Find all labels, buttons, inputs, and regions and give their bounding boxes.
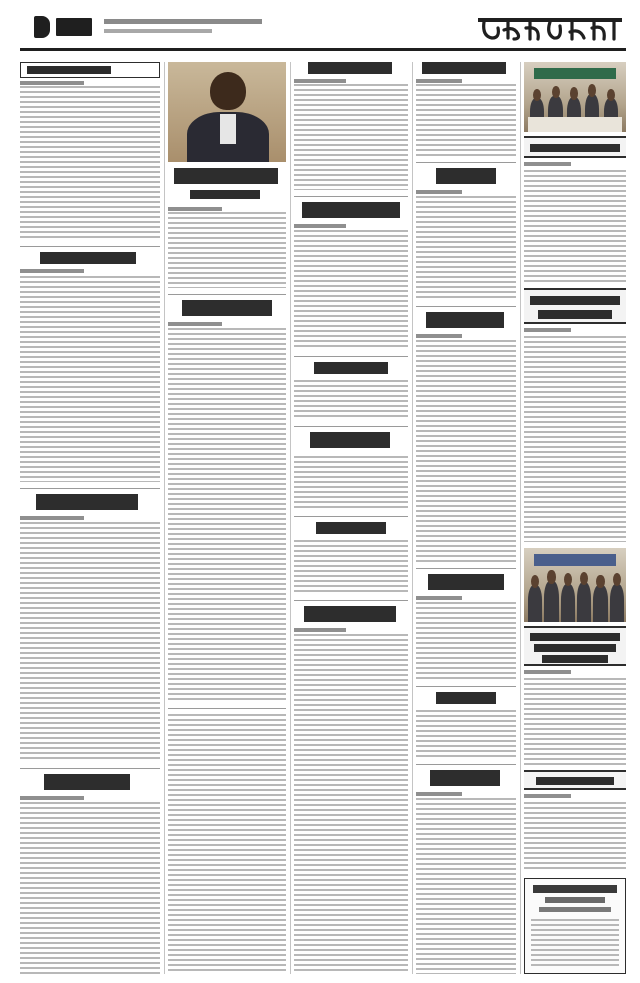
story-19 bbox=[416, 770, 516, 974]
story-6 bbox=[168, 300, 286, 702]
story-5 bbox=[168, 168, 286, 288]
story-body bbox=[294, 84, 408, 190]
story-headline bbox=[294, 62, 408, 76]
notice-body bbox=[531, 919, 619, 967]
story-byline bbox=[168, 322, 222, 326]
story-13 bbox=[294, 606, 408, 974]
story-body bbox=[416, 196, 516, 300]
story-divider bbox=[168, 708, 286, 709]
story-byline bbox=[416, 596, 462, 600]
story-byline bbox=[416, 79, 462, 83]
column-4 bbox=[416, 62, 516, 974]
dateline bbox=[104, 19, 262, 24]
story-divider bbox=[20, 768, 160, 769]
story-headline bbox=[294, 606, 408, 625]
headline-banner bbox=[524, 136, 626, 158]
story-divider bbox=[416, 568, 516, 569]
story-divider bbox=[416, 306, 516, 307]
column-rule bbox=[164, 62, 165, 974]
story-headline bbox=[168, 300, 286, 319]
story-byline bbox=[20, 516, 84, 520]
masthead-rule bbox=[20, 48, 626, 51]
story-body bbox=[524, 678, 626, 766]
column-rule bbox=[412, 62, 413, 974]
story-body bbox=[20, 276, 160, 482]
story-divider bbox=[416, 686, 516, 687]
story-3 bbox=[20, 494, 160, 762]
portrait-photo bbox=[168, 62, 286, 162]
story-2 bbox=[20, 252, 160, 482]
story-body bbox=[168, 328, 286, 702]
story-byline bbox=[20, 796, 84, 800]
headline-banner bbox=[524, 288, 626, 324]
story-body bbox=[294, 456, 408, 510]
story-divider bbox=[294, 600, 408, 601]
story-divider bbox=[20, 488, 160, 489]
story-byline bbox=[416, 334, 462, 338]
contact-line bbox=[104, 29, 212, 33]
story-body bbox=[524, 170, 626, 282]
story-divider bbox=[416, 162, 516, 163]
story-divider bbox=[294, 516, 408, 517]
story-headline bbox=[294, 362, 408, 376]
story-headline bbox=[416, 574, 516, 593]
story-headline bbox=[168, 168, 286, 187]
story-headline bbox=[416, 692, 516, 706]
board-meeting-photo bbox=[524, 62, 626, 132]
story-body bbox=[416, 798, 516, 974]
story-body bbox=[524, 336, 626, 542]
story-headline bbox=[294, 432, 408, 451]
story-divider bbox=[294, 196, 408, 197]
story-byline bbox=[294, 224, 346, 228]
column-rule bbox=[520, 62, 521, 974]
story-divider bbox=[294, 426, 408, 427]
story-23 bbox=[524, 794, 626, 872]
story-headline bbox=[416, 62, 516, 76]
story-11 bbox=[294, 432, 408, 510]
story-9 bbox=[294, 202, 408, 350]
story-byline bbox=[168, 207, 222, 211]
signing-ceremony-photo bbox=[524, 548, 626, 622]
story-12 bbox=[294, 522, 408, 594]
page-body bbox=[20, 62, 626, 974]
page-number-mark bbox=[34, 16, 50, 38]
story-8 bbox=[294, 62, 408, 190]
story-22 bbox=[524, 670, 626, 766]
story-4 bbox=[20, 774, 160, 974]
story-divider bbox=[416, 764, 516, 765]
story-body bbox=[416, 602, 516, 680]
story-headline bbox=[20, 494, 160, 513]
headline-banner bbox=[524, 626, 626, 666]
story-body bbox=[294, 230, 408, 350]
story-byline bbox=[294, 628, 346, 632]
story-15 bbox=[416, 168, 516, 300]
story-18 bbox=[416, 692, 516, 758]
story-21 bbox=[524, 328, 626, 542]
column-2 bbox=[168, 62, 286, 974]
story-body bbox=[416, 710, 516, 758]
story-headline bbox=[416, 168, 516, 187]
story-headline bbox=[20, 62, 160, 78]
story-body bbox=[416, 84, 516, 156]
story-body bbox=[20, 802, 160, 974]
story-byline bbox=[416, 792, 462, 796]
story-byline bbox=[524, 162, 571, 166]
story-divider bbox=[294, 356, 408, 357]
story-body bbox=[20, 522, 160, 762]
newspaper-wordmark-logo bbox=[474, 12, 626, 42]
story-17 bbox=[416, 574, 516, 680]
story-byline bbox=[524, 328, 571, 332]
story-divider bbox=[20, 246, 160, 247]
story-16 bbox=[416, 312, 516, 562]
story-1 bbox=[20, 62, 160, 240]
story-byline bbox=[524, 794, 571, 798]
story-body bbox=[294, 540, 408, 594]
column-3 bbox=[294, 62, 408, 974]
masthead bbox=[20, 12, 626, 56]
story-body bbox=[20, 86, 160, 240]
story-byline bbox=[20, 269, 84, 273]
story-body bbox=[416, 340, 516, 562]
story-subheadline bbox=[168, 190, 286, 204]
headline-banner bbox=[524, 770, 626, 790]
story-headline bbox=[416, 770, 516, 789]
page-folio bbox=[34, 14, 92, 40]
story-headline bbox=[294, 522, 408, 536]
story-byline bbox=[524, 670, 571, 674]
public-notice-box bbox=[524, 878, 626, 974]
story-body bbox=[168, 212, 286, 288]
story-divider bbox=[168, 294, 286, 295]
story-body bbox=[294, 380, 408, 420]
column-rule bbox=[290, 62, 291, 974]
section-name-mark bbox=[56, 18, 92, 36]
story-7 bbox=[168, 714, 286, 974]
story-headline bbox=[294, 202, 408, 221]
story-body bbox=[524, 802, 626, 872]
story-20 bbox=[524, 162, 626, 282]
story-byline bbox=[20, 81, 84, 85]
story-byline bbox=[294, 79, 346, 83]
story-10 bbox=[294, 362, 408, 420]
column-5 bbox=[524, 62, 626, 974]
story-headline bbox=[416, 312, 516, 331]
story-headline bbox=[20, 252, 160, 266]
story-body bbox=[168, 714, 286, 974]
story-byline bbox=[416, 190, 462, 194]
story-headline bbox=[20, 774, 160, 793]
story-body bbox=[294, 634, 408, 974]
story-14 bbox=[416, 62, 516, 156]
column-1 bbox=[20, 62, 160, 974]
